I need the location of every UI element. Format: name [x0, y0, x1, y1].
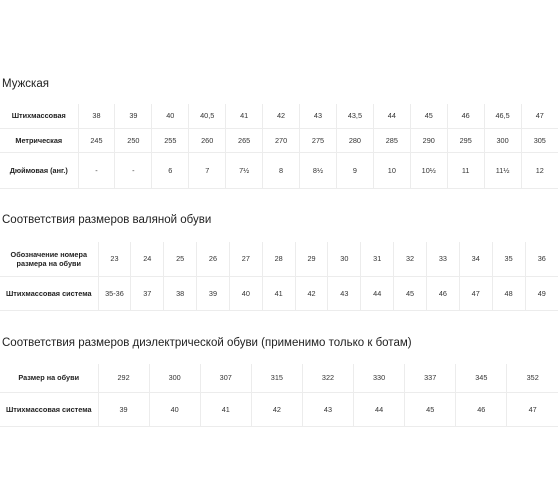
- table-cell: 23: [98, 242, 131, 276]
- table-cell: 40: [229, 276, 262, 310]
- felt-size-table: [0, 242, 558, 311]
- table-cell: 250: [115, 128, 152, 152]
- table-cell: 46: [447, 104, 484, 128]
- table-cell: 8: [263, 152, 300, 188]
- table-cell: 41: [200, 392, 251, 426]
- table-cell: 45: [405, 392, 456, 426]
- table-cell: 43: [302, 392, 353, 426]
- table-cell: 26: [197, 242, 230, 276]
- table-cell: -: [115, 152, 152, 188]
- mens-title: Мужская: [2, 78, 49, 90]
- table-row: [0, 364, 558, 392]
- mens-size-table: [0, 104, 558, 189]
- dielectric-title: Соответствия размеров диэлектрической обуви (применимо только к ботам): [2, 337, 412, 349]
- table-cell: 345: [456, 364, 507, 392]
- row-label: Штихмассовая: [0, 104, 78, 128]
- table-cell: 12: [521, 152, 558, 188]
- table-row: [0, 152, 558, 188]
- table-cell: 46,5: [484, 104, 521, 128]
- row-label: Дюймовая (анг.): [0, 152, 78, 188]
- table-cell: -: [78, 152, 115, 188]
- table-cell: 292: [98, 364, 149, 392]
- table-cell: 36: [525, 242, 558, 276]
- table-cell: 34: [459, 242, 492, 276]
- table-cell: 7½: [226, 152, 263, 188]
- table-cell: 41: [226, 104, 263, 128]
- table-cell: 46: [456, 392, 507, 426]
- table-cell: 47: [507, 392, 558, 426]
- row-label: Метрическая: [0, 128, 78, 152]
- dielectric-size-table: [0, 364, 558, 427]
- table-cell: 31: [361, 242, 394, 276]
- table-cell: 32: [394, 242, 427, 276]
- table-cell: 260: [189, 128, 226, 152]
- table-cell: 245: [78, 128, 115, 152]
- table-cell: 10½: [410, 152, 447, 188]
- table-cell: 305: [521, 128, 558, 152]
- table-cell: 300: [149, 364, 200, 392]
- table-cell: 24: [131, 242, 164, 276]
- table-row: [0, 276, 558, 310]
- table-cell: 42: [251, 392, 302, 426]
- table-cell: 45: [410, 104, 447, 128]
- table-cell: 43: [300, 104, 337, 128]
- table-cell: 337: [405, 364, 456, 392]
- table-cell: 25: [164, 242, 197, 276]
- table-cell: 10: [373, 152, 410, 188]
- table-cell: 352: [507, 364, 558, 392]
- table-cell: 7: [189, 152, 226, 188]
- table-cell: 307: [200, 364, 251, 392]
- table-cell: 47: [459, 276, 492, 310]
- table-cell: 295: [447, 128, 484, 152]
- table-cell: 275: [300, 128, 337, 152]
- table-cell: 270: [263, 128, 300, 152]
- table-cell: 33: [426, 242, 459, 276]
- table-cell: 39: [98, 392, 149, 426]
- table-cell: 42: [295, 276, 328, 310]
- table-cell: 322: [302, 364, 353, 392]
- table-row: [0, 104, 558, 128]
- table-cell: 46: [426, 276, 459, 310]
- table-cell: 49: [525, 276, 558, 310]
- table-cell: 265: [226, 128, 263, 152]
- table-cell: 43: [328, 276, 361, 310]
- table-cell: 290: [410, 128, 447, 152]
- table-row: [0, 128, 558, 152]
- table-cell: 39: [115, 104, 152, 128]
- table-cell: 40,5: [189, 104, 226, 128]
- felt-title: Соответствия размеров валяной обуви: [2, 214, 212, 226]
- table-cell: 44: [361, 276, 394, 310]
- table-cell: 30: [328, 242, 361, 276]
- table-cell: 39: [197, 276, 230, 310]
- table-cell: 8½: [300, 152, 337, 188]
- table-cell: 37: [131, 276, 164, 310]
- table-cell: 315: [251, 364, 302, 392]
- table-cell: 35: [492, 242, 525, 276]
- row-label: Размер на обуви: [0, 364, 98, 392]
- table-cell: 255: [152, 128, 189, 152]
- table-cell: 285: [373, 128, 410, 152]
- table-cell: 11: [447, 152, 484, 188]
- table-cell: 40: [152, 104, 189, 128]
- table-cell: 28: [262, 242, 295, 276]
- table-cell: 44: [354, 392, 405, 426]
- table-cell: 9: [336, 152, 373, 188]
- table-cell: 40: [149, 392, 200, 426]
- table-cell: 44: [373, 104, 410, 128]
- table-cell: 48: [492, 276, 525, 310]
- table-cell: 27: [229, 242, 262, 276]
- table-row: [0, 242, 558, 276]
- row-label: Обозначение номера размера на обуви: [0, 242, 98, 276]
- table-cell: 330: [354, 364, 405, 392]
- table-row: [0, 392, 558, 426]
- table-cell: 29: [295, 242, 328, 276]
- table-cell: 47: [521, 104, 558, 128]
- table-cell: 45: [394, 276, 427, 310]
- table-cell: 300: [484, 128, 521, 152]
- table-cell: 43,5: [336, 104, 373, 128]
- table-cell: 280: [336, 128, 373, 152]
- table-cell: 11½: [484, 152, 521, 188]
- table-cell: 35-36: [98, 276, 131, 310]
- table-cell: 41: [262, 276, 295, 310]
- table-cell: 38: [78, 104, 115, 128]
- row-label: Штихмассовая система: [0, 392, 98, 426]
- row-label: Штихмассовая система: [0, 276, 98, 310]
- table-cell: 42: [263, 104, 300, 128]
- table-cell: 6: [152, 152, 189, 188]
- table-cell: 38: [164, 276, 197, 310]
